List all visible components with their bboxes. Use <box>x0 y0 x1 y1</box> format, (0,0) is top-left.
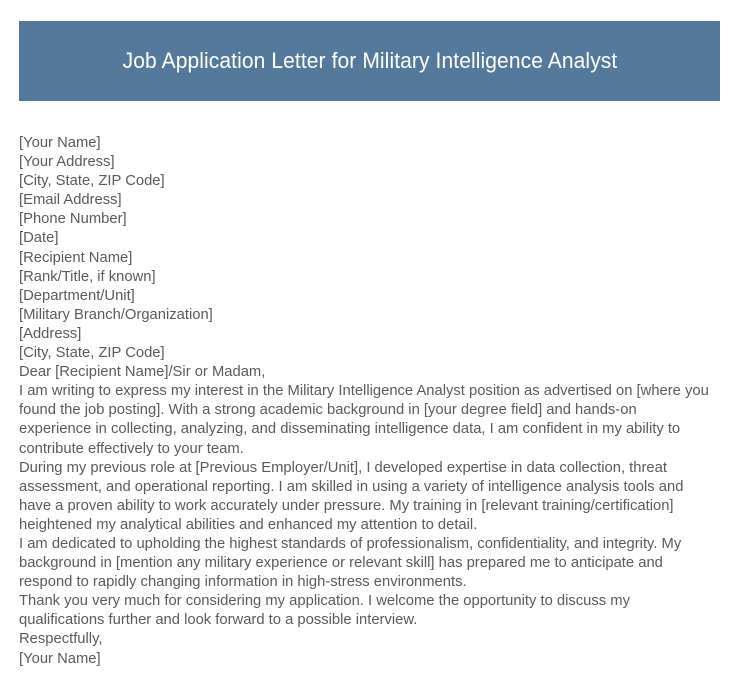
recipient-line-name: [Recipient Name] <box>19 248 133 266</box>
salutation: Dear [Recipient Name]/Sir or Madam, <box>19 363 266 381</box>
recipient-line-address: [Address] <box>19 324 82 342</box>
body-paragraph-3: I am dedicated to upholding the highest standards of professionalism, confidentiality, and integrity. My background in [mention any military experience or relevant skill] has prepared me to anticipate and respond to rapidly changing information in high-stress environments. <box>19 534 682 591</box>
recipient-line-rank: [Rank/Title, if known] <box>19 267 156 285</box>
recipient-line-department: [Department/Unit] <box>19 286 135 304</box>
sender-line-date: [Date] <box>19 229 59 247</box>
sender-line-name: [Your Name] <box>19 134 101 151</box>
page-title: Job Application Letter for Military Intelligence Analyst <box>122 48 617 73</box>
closing-salutation: Respectfully, <box>19 630 103 648</box>
sender-line-address: [Your Address] <box>19 153 115 171</box>
sender-line-city: [City, State, ZIP Code] <box>19 172 165 190</box>
letter-body <box>19 133 721 668</box>
body-paragraph-2: During my previous role at [Previous Employer/Unit], I developed expertise in data collection, threat assessment, and operational reporting. I am skilled in using a variety of intelligence analysis tools and have a proven ability to work accurately under pressure. My training in [relevant training/certification] heightened my analytical abilities and enhanced my attention to detail. <box>19 458 684 533</box>
signature-name: [Your Name] <box>19 649 101 667</box>
recipient-line-city: [City, State, ZIP Code] <box>19 344 165 362</box>
sender-address-block <box>19 133 721 248</box>
sender-line-email: [Email Address] <box>19 191 122 209</box>
body-paragraph-1: I am writing to express my interest in the Military Intelligence Analyst position as advertised on [where you found the job posting]. With a strong academic background in [your degree field] and hands-on experience in collecting, analyzing, and disseminating intelligence data, I am confident in my ability to contribute effectively to your team. <box>19 382 709 457</box>
header-banner <box>19 21 720 101</box>
sender-line-phone: [Phone Number] <box>19 210 127 228</box>
recipient-address-block <box>19 248 721 363</box>
body-paragraph-4: Thank you very much for considering my application. I welcome the opportunity to discuss my qualifications further and look forward to a possible interview. <box>19 592 630 629</box>
recipient-line-branch: [Military Branch/Organization] <box>19 305 213 323</box>
